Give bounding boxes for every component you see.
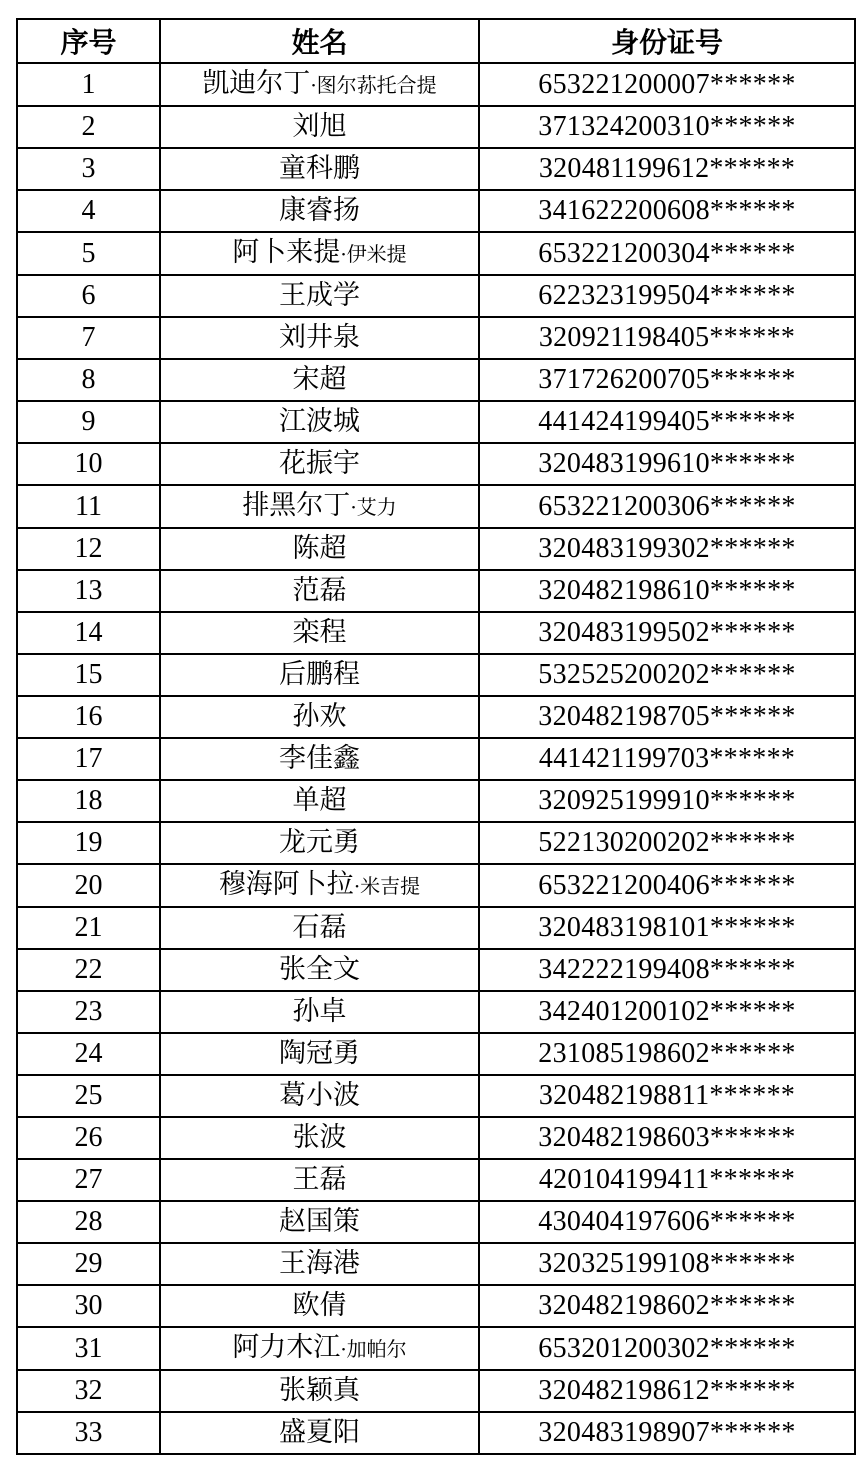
- row-id-number: 320482198811******: [479, 1075, 855, 1117]
- table-row: [17, 1327, 855, 1370]
- name-main: 后鹏程: [279, 659, 360, 690]
- row-index: 26: [17, 1117, 160, 1159]
- roster-table: [16, 18, 856, 1455]
- row-index: 12: [17, 528, 160, 570]
- row-id-number: 320483198101******: [479, 907, 855, 949]
- row-index: 20: [17, 864, 160, 907]
- row-name: [160, 401, 479, 443]
- row-id-number: 342401200102******: [479, 991, 855, 1033]
- row-index: 22: [17, 949, 160, 991]
- row-id-number: 320482198603******: [479, 1117, 855, 1159]
- row-id-number: 653221200406******: [479, 864, 855, 907]
- name-main: 葛小波: [279, 1080, 360, 1111]
- table-row: [17, 401, 855, 443]
- row-id-number: 532525200202******: [479, 654, 855, 696]
- row-index: 17: [17, 738, 160, 780]
- name-main: 龙元勇: [279, 827, 360, 858]
- row-index: 32: [17, 1370, 160, 1412]
- name-main: 刘旭: [292, 111, 347, 142]
- row-name: [160, 1117, 479, 1159]
- row-id-number: 320483199502******: [479, 612, 855, 654]
- row-name: [160, 1412, 479, 1454]
- table-row: [17, 106, 855, 148]
- row-index: 25: [17, 1075, 160, 1117]
- row-index: 2: [17, 106, 160, 148]
- name-main: 排黑尔丁: [242, 490, 351, 521]
- table-row: [17, 612, 855, 654]
- row-name: [160, 991, 479, 1033]
- row-id-number: 420104199411******: [479, 1159, 855, 1201]
- table-row: [17, 232, 855, 275]
- table-row: [17, 528, 855, 570]
- row-index: 4: [17, 190, 160, 232]
- row-id-number: 320925199910******: [479, 780, 855, 822]
- name-main: 阿卜来提: [232, 237, 341, 268]
- name-main: 童科鹏: [279, 153, 360, 184]
- header-name: 姓名: [160, 19, 479, 63]
- name-main: 穆海阿卜拉: [218, 869, 354, 900]
- name-main: 赵国策: [279, 1206, 360, 1237]
- row-name: [160, 63, 479, 106]
- header-row: [17, 19, 855, 63]
- table-row: [17, 738, 855, 780]
- row-id-number: 320325199108******: [479, 1243, 855, 1285]
- table-row: [17, 63, 855, 106]
- row-index: 1: [17, 63, 160, 106]
- table-row: [17, 1159, 855, 1201]
- row-name: [160, 864, 479, 907]
- row-index: 23: [17, 991, 160, 1033]
- name-main: 陈超: [292, 533, 347, 564]
- row-name: [160, 738, 479, 780]
- table-row: [17, 1201, 855, 1243]
- name-main: 康睿扬: [279, 195, 360, 226]
- row-index: 5: [17, 232, 160, 275]
- row-index: 33: [17, 1412, 160, 1454]
- row-index: 3: [17, 148, 160, 190]
- table-row: [17, 359, 855, 401]
- row-id-number: 653221200306******: [479, 485, 855, 528]
- name-main: 张颖真: [279, 1375, 360, 1406]
- row-index: 10: [17, 443, 160, 485]
- row-index: 21: [17, 907, 160, 949]
- name-main: 欧倩: [292, 1290, 347, 1321]
- row-index: 11: [17, 485, 160, 528]
- row-index: 30: [17, 1285, 160, 1327]
- name-main: 江波城: [279, 406, 360, 437]
- name-main: 李佳鑫: [279, 743, 360, 774]
- row-name: [160, 148, 479, 190]
- name-suffix: ·图尔荪托合提: [310, 73, 437, 97]
- row-index: 7: [17, 317, 160, 359]
- name-main: 王成学: [279, 280, 360, 311]
- row-id-number: 320481199612******: [479, 148, 855, 190]
- row-name: [160, 106, 479, 148]
- row-index: 14: [17, 612, 160, 654]
- name-main: 花振宇: [279, 448, 360, 479]
- name-main: 盛夏阳: [279, 1417, 360, 1448]
- name-main: 栾程: [292, 617, 347, 648]
- header-index: 序号: [17, 19, 160, 63]
- name-suffix: ·伊米提: [340, 242, 407, 266]
- row-id-number: 320921198405******: [479, 317, 855, 359]
- name-main: 阿力木江: [232, 1332, 341, 1363]
- row-id-number: 653221200007******: [479, 63, 855, 106]
- row-index: 18: [17, 780, 160, 822]
- table-row: [17, 822, 855, 864]
- table-row: [17, 485, 855, 528]
- table-body: [17, 63, 855, 1454]
- row-name: [160, 1075, 479, 1117]
- table-row: [17, 1075, 855, 1117]
- name-main: 孙欢: [292, 701, 347, 732]
- table-row: [17, 1285, 855, 1327]
- row-id-number: 320482198602******: [479, 1285, 855, 1327]
- row-id-number: 430404197606******: [479, 1201, 855, 1243]
- name-suffix: ·艾力: [350, 495, 397, 519]
- row-id-number: 231085198602******: [479, 1033, 855, 1075]
- name-main: 陶冠勇: [279, 1038, 360, 1069]
- row-name: [160, 570, 479, 612]
- row-index: 6: [17, 275, 160, 317]
- name-main: 范磊: [292, 575, 347, 606]
- row-index: 19: [17, 822, 160, 864]
- table-row: [17, 907, 855, 949]
- row-index: 8: [17, 359, 160, 401]
- table-row: [17, 1243, 855, 1285]
- row-id-number: 320483199302******: [479, 528, 855, 570]
- row-index: 16: [17, 696, 160, 738]
- name-suffix: ·米吉提: [353, 874, 421, 898]
- name-main: 刘井泉: [279, 322, 360, 353]
- row-name: [160, 1033, 479, 1075]
- table-row: [17, 1370, 855, 1412]
- row-name: [160, 190, 479, 232]
- row-id-number: 320483198907******: [479, 1412, 855, 1454]
- name-main: 凯迪尔丁: [202, 68, 311, 99]
- row-name: [160, 359, 479, 401]
- table-row: [17, 317, 855, 359]
- row-name: [160, 822, 479, 864]
- table-row: [17, 696, 855, 738]
- row-id-number: 320483199610******: [479, 443, 855, 485]
- row-index: 31: [17, 1327, 160, 1370]
- name-main: 孙卓: [292, 996, 347, 1027]
- row-name: [160, 443, 479, 485]
- row-name: [160, 612, 479, 654]
- row-name: [160, 1159, 479, 1201]
- row-name: [160, 1201, 479, 1243]
- name-main: 王磊: [292, 1164, 347, 1195]
- table-row: [17, 991, 855, 1033]
- row-index: 27: [17, 1159, 160, 1201]
- table-row: [17, 1117, 855, 1159]
- table-row: [17, 1412, 855, 1454]
- row-index: 15: [17, 654, 160, 696]
- table-row: [17, 148, 855, 190]
- row-id-number: 341622200608******: [479, 190, 855, 232]
- header-id-number: 身份证号: [479, 19, 855, 63]
- row-id-number: 622323199504******: [479, 275, 855, 317]
- table-row: [17, 275, 855, 317]
- row-index: 24: [17, 1033, 160, 1075]
- row-index: 28: [17, 1201, 160, 1243]
- name-main: 宋超: [292, 364, 347, 395]
- table-row: [17, 443, 855, 485]
- row-name: [160, 654, 479, 696]
- row-name: [160, 317, 479, 359]
- row-id-number: 320482198705******: [479, 696, 855, 738]
- table-row: [17, 190, 855, 232]
- row-name: [160, 1327, 479, 1370]
- row-name: [160, 528, 479, 570]
- row-id-number: 320482198612******: [479, 1370, 855, 1412]
- table-row: [17, 654, 855, 696]
- row-id-number: 441424199405******: [479, 401, 855, 443]
- row-name: [160, 696, 479, 738]
- row-name: [160, 949, 479, 991]
- row-name: [160, 232, 479, 275]
- table-header: [17, 19, 855, 63]
- row-id-number: 320482198610******: [479, 570, 855, 612]
- row-index: 9: [17, 401, 160, 443]
- table-row: [17, 864, 855, 907]
- row-id-number: 653221200304******: [479, 232, 855, 275]
- row-name: [160, 1285, 479, 1327]
- table-row: [17, 1033, 855, 1075]
- row-id-number: 371726200705******: [479, 359, 855, 401]
- row-index: 29: [17, 1243, 160, 1285]
- table-row: [17, 570, 855, 612]
- row-id-number: 522130200202******: [479, 822, 855, 864]
- row-name: [160, 1243, 479, 1285]
- row-id-number: 342222199408******: [479, 949, 855, 991]
- row-name: [160, 1370, 479, 1412]
- row-name: [160, 275, 479, 317]
- row-name: [160, 907, 479, 949]
- row-id-number: 441421199703******: [479, 738, 855, 780]
- row-index: 13: [17, 570, 160, 612]
- name-main: 张波: [292, 1122, 347, 1153]
- table-row: [17, 949, 855, 991]
- row-name: [160, 485, 479, 528]
- row-name: [160, 780, 479, 822]
- table-row: [17, 780, 855, 822]
- name-suffix: ·加帕尔: [340, 1337, 407, 1361]
- name-main: 王海港: [279, 1248, 360, 1279]
- row-id-number: 653201200302******: [479, 1327, 855, 1370]
- row-id-number: 371324200310******: [479, 106, 855, 148]
- name-main: 张全文: [279, 954, 360, 985]
- name-main: 石磊: [292, 912, 347, 943]
- name-main: 单超: [292, 785, 347, 816]
